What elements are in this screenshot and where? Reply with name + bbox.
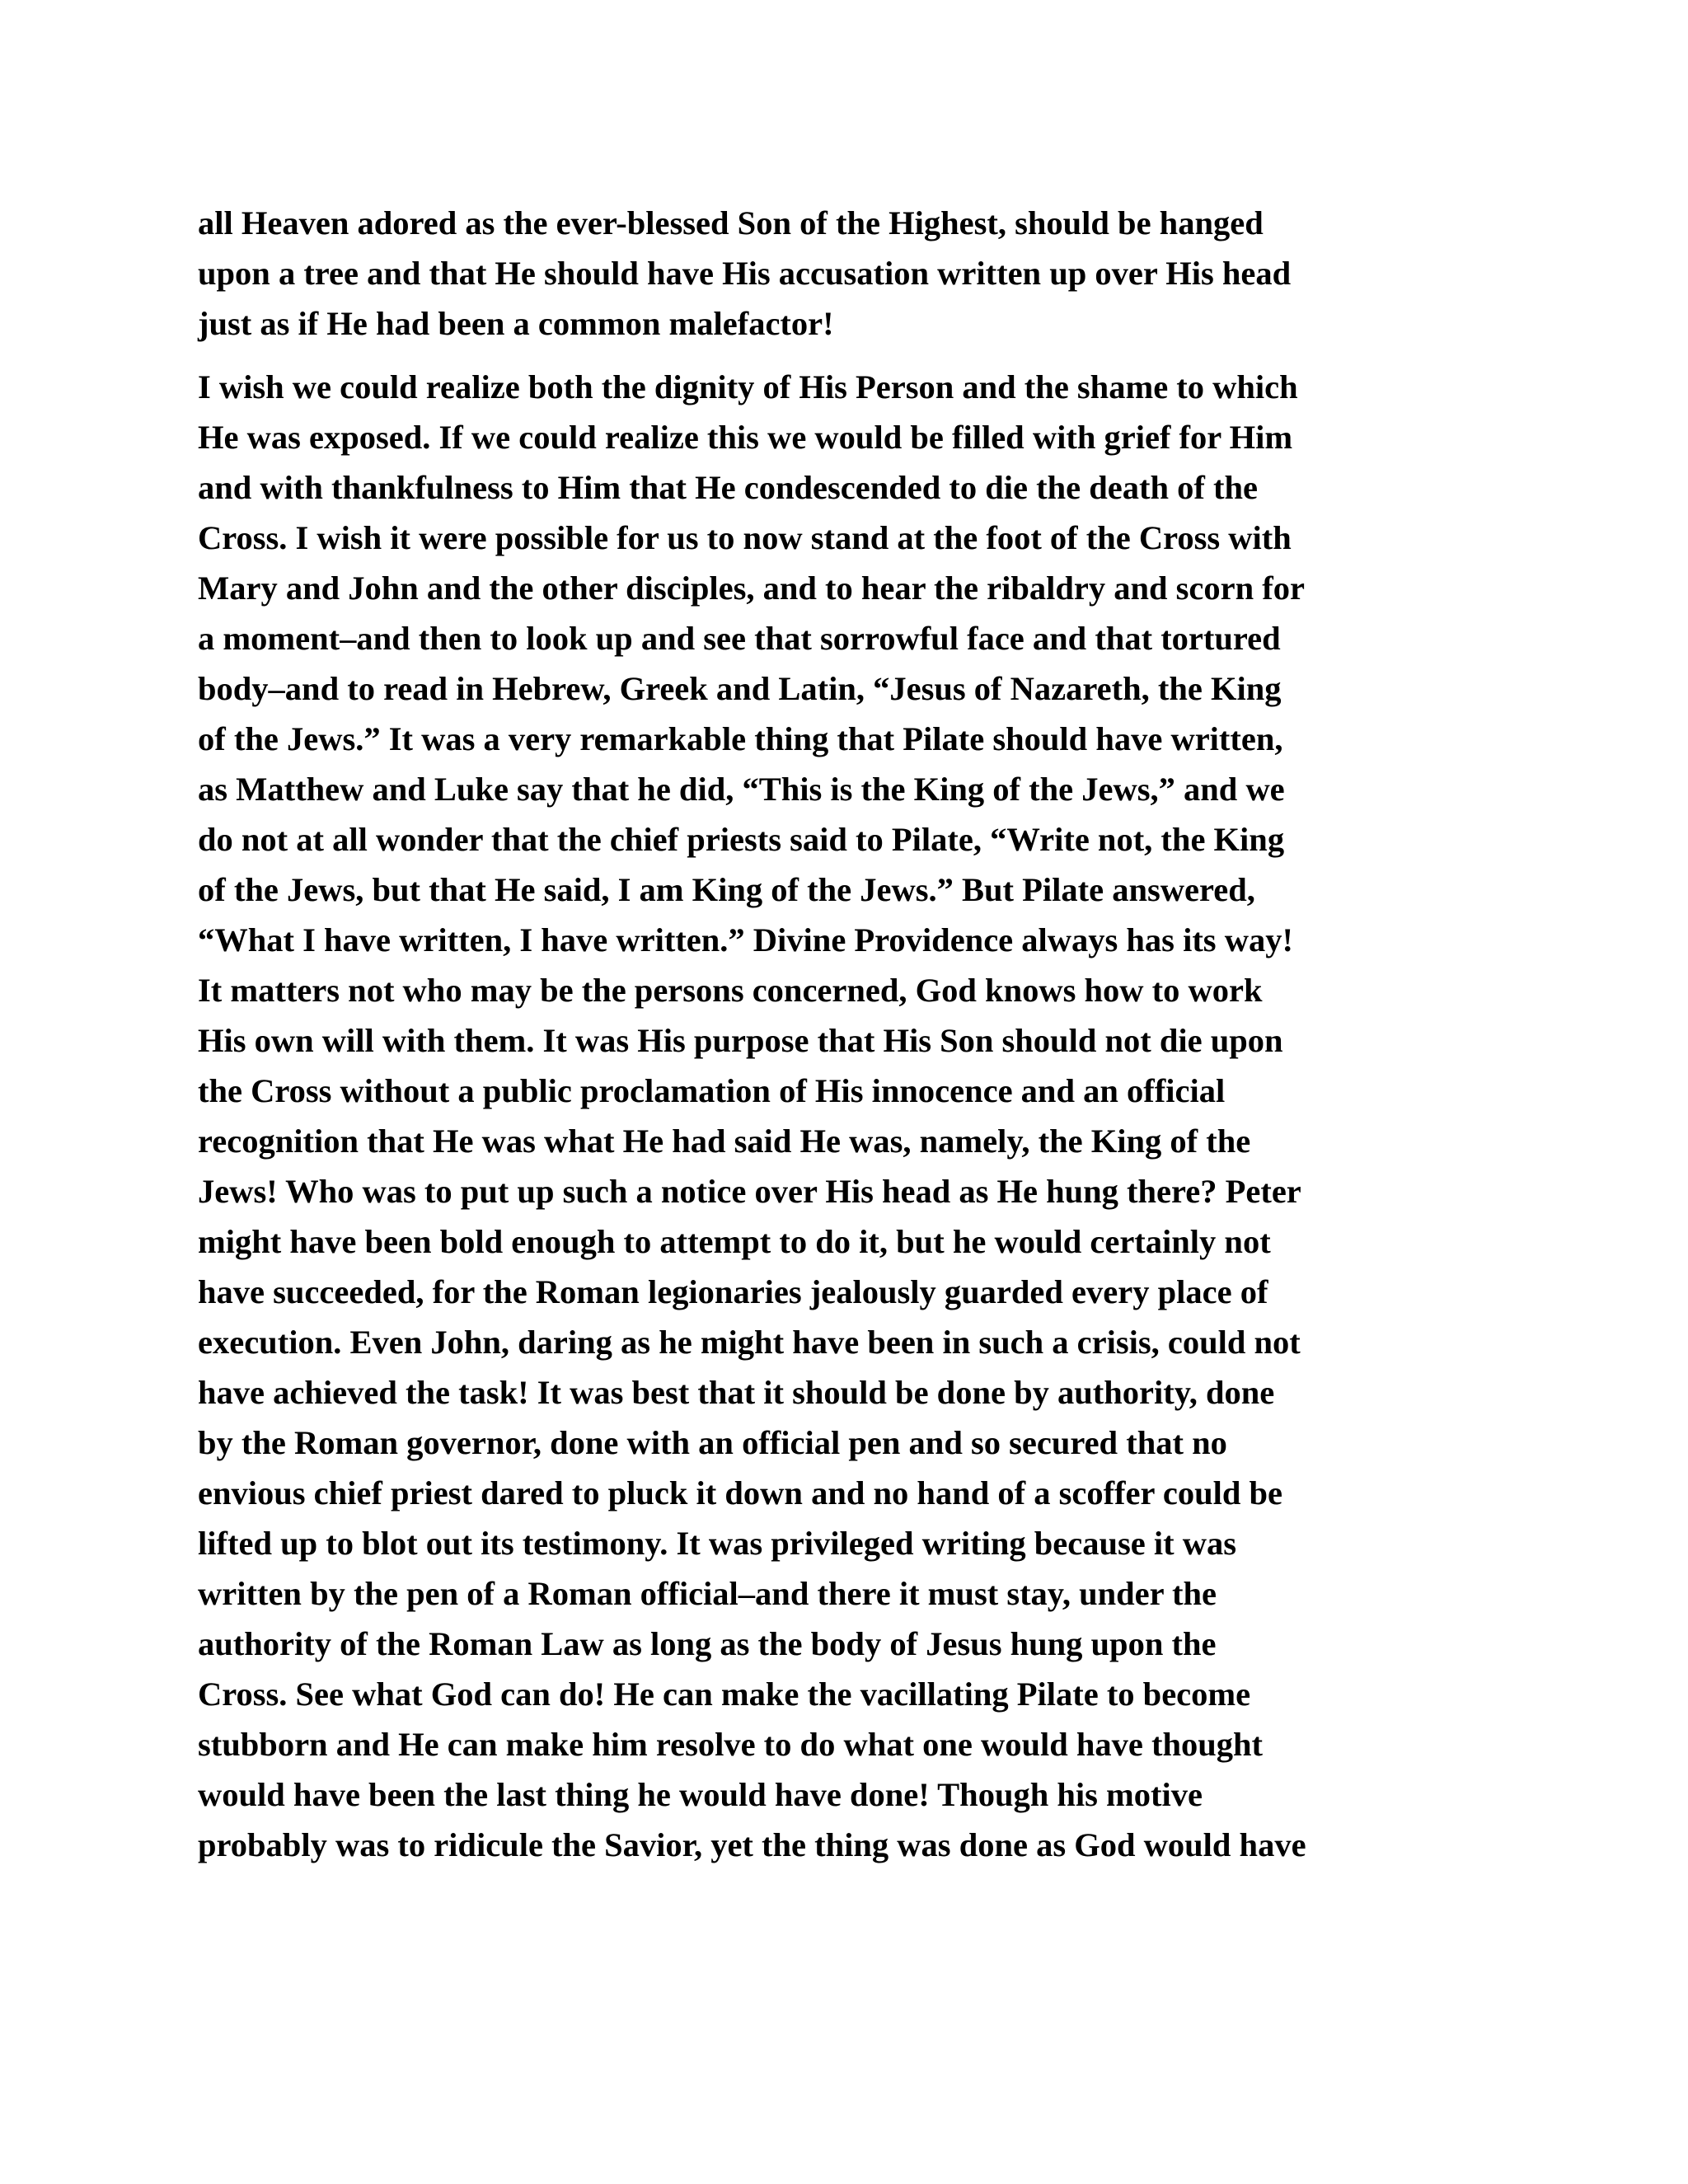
text-line: envious chief priest dared to pluck it down and no hand of a scoffer could be: [198, 1474, 1283, 1511]
text-line: body–and to read in Hebrew, Greek and Latin, “Jesus of Nazareth, the King: [198, 670, 1282, 707]
text-line: “What I have written, I have written.” Divine Providence always has its way!: [198, 921, 1293, 958]
paragraph-2: [198, 362, 1500, 1870]
text-line: Cross. I wish it were possible for us to now stand at the foot of the Cross with: [198, 519, 1292, 556]
text-line: a moment–and then to look up and see that sorrowful face and that tortured: [198, 620, 1281, 657]
text-line: and with thankfulness to Him that He condescended to die the death of the: [198, 469, 1258, 506]
paragraph-spacer: [198, 349, 1500, 362]
text-line: have succeeded, for the Roman legionaries jealously guarded every place of: [198, 1273, 1268, 1310]
text-line: authority of the Roman Law as long as the body of Jesus hung upon the: [198, 1625, 1217, 1662]
text-line: the Cross without a public proclamation of His innocence and an official: [198, 1072, 1226, 1109]
text-line: would have been the last thing he would have done! Though his motive: [198, 1776, 1203, 1813]
text-line: recognition that He was what He had said He was, namely, the King of the: [198, 1122, 1251, 1160]
text-line: written by the pen of a Roman official–and there it must stay, under the: [198, 1575, 1217, 1612]
text-line: He was exposed. If we could realize this we would be filled with grief for Him: [198, 419, 1293, 456]
text-line: of the Jews, but that He said, I am King of the Jews.” But Pilate answered,: [198, 871, 1255, 908]
text-line: His own will with them. It was His purpose that His Son should not die upon: [198, 1022, 1283, 1059]
text-line: lifted up to blot out its testimony. It was privileged writing because it was: [198, 1525, 1236, 1562]
text-line: all Heaven adored as the ever-blessed Son of the Highest, should be hanged: [198, 204, 1264, 241]
text-line: by the Roman governor, done with an official pen and so secured that no: [198, 1424, 1227, 1461]
text-line: as Matthew and Luke say that he did, “This is the King of the Jews,” and we: [198, 771, 1285, 808]
text-line: stubborn and He can make him resolve to do what one would have thought: [198, 1726, 1264, 1763]
text-line: Jews! Who was to put up such a notice over His head as He hung there? Peter: [198, 1173, 1301, 1210]
text-line: upon a tree and that He should have His accusation written up over His head: [198, 255, 1292, 292]
text-line: just as if He had been a common malefactor!: [198, 305, 834, 342]
text-line: probably was to ridicule the Savior, yet the thing was done as God would have: [198, 1826, 1306, 1863]
text-line: Mary and John and the other disciples, and to hear the ribaldry and scorn for: [198, 569, 1305, 607]
paragraph-1: [198, 198, 1500, 349]
text-line: I wish we could realize both the dignity of His Person and the shame to which: [198, 368, 1298, 405]
text-line: do not at all wonder that the chief priests said to Pilate, “Write not, the King: [198, 821, 1285, 858]
text-line: It matters not who may be the persons concerned, God knows how to work: [198, 972, 1263, 1009]
text-line: of the Jews.” It was a very remarkable thing that Pilate should have written,: [198, 720, 1283, 757]
body-text: [198, 198, 1500, 1870]
text-line: execution. Even John, daring as he might have been in such a crisis, could not: [198, 1324, 1301, 1361]
text-line: might have been bold enough to attempt to do it, but he would certainly not: [198, 1223, 1271, 1260]
text-line: have achieved the task! It was best that it should be done by authority, done: [198, 1374, 1275, 1411]
text-line: Cross. See what God can do! He can make the vacillating Pilate to become: [198, 1675, 1251, 1713]
